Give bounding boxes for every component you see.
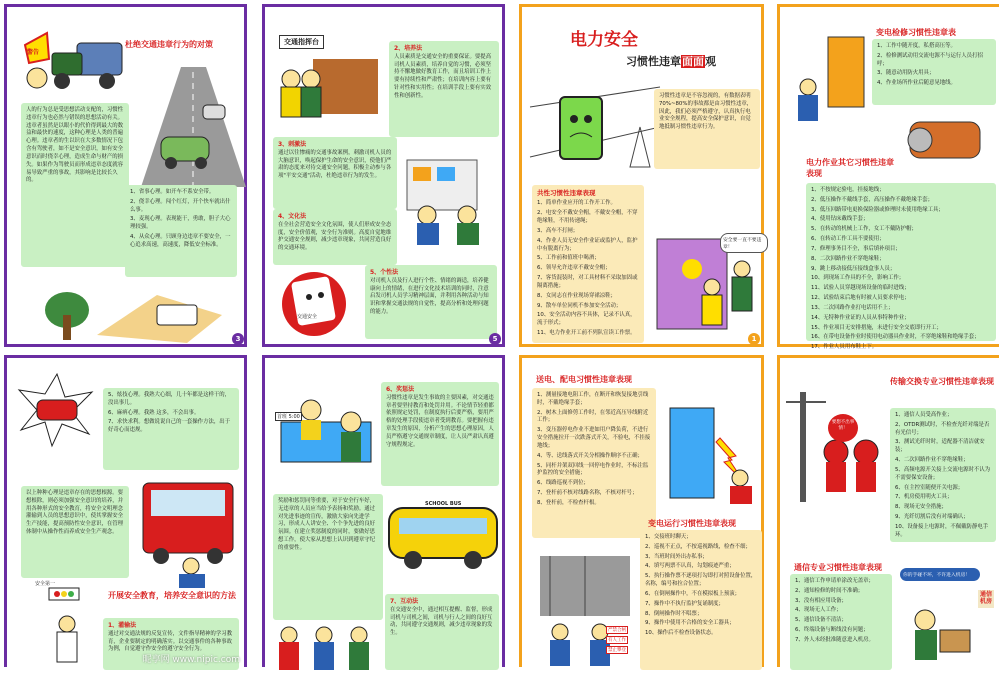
mentality-item: 5、炫技心理。我熟大心细，几十年都是这样干的，没出事儿。 [108, 392, 231, 406]
maintenance-item: 4、作业场所作业后随意晃地线。 [877, 80, 956, 87]
other-item: 7、修理事务目不全，事后填补项目； [811, 245, 901, 252]
telecom-item: 6、终端设备与断线没有问题； [795, 627, 869, 634]
telecom-title: 通信专业习惯性违章表现 [794, 563, 882, 572]
car-road-illustration [131, 67, 246, 187]
other-item: 13、二次回路作业打电话用不上； [811, 304, 894, 311]
safety-first-sign: 安全第一 [35, 581, 56, 587]
workers-group-illustration [269, 620, 379, 670]
substation-item: 6、在倒闸操作中，不在模拟板上预演； [645, 590, 741, 597]
transmission-item: 6、线路巡视不到位； [537, 480, 589, 487]
substation-box [640, 530, 762, 670]
maintenance-item: 1、工作中随开度，私搭高压等。 [877, 43, 956, 49]
reward-title: 6、奖惩法 [386, 386, 415, 393]
warning-label-2: 有人工作 [608, 638, 626, 643]
section-3-text: 通过以往惨痛的交通事故案例，刺激司机人员的大脑意识，唤起保护生命的安全意识，使他们严肃的态度来对待交通安全问题，积极主动参与各项"平安交通"活动，杜绝违章行为的发生。 [278, 149, 392, 180]
transmission-item: 1、测量接地电阻工作，在断开和恢复接地引线时，不戴绝缘手套； [537, 392, 649, 406]
other-item: 10、到现场工作具的不全，影响工作； [811, 275, 905, 282]
traffic-police-illustration [273, 49, 383, 129]
substation-item: 1、交接班时聊天； [645, 534, 692, 540]
common-section-title: 共性习惯性违章表现 [537, 189, 596, 197]
point-4: 4、从众心理。只顾身边违章不要安全，一心追求高速，高速度，降低安全标准。 [130, 234, 231, 248]
violation-item: 9、散车单位同机不参加安全活动； [537, 302, 622, 309]
cover-title: 电力安全 [570, 30, 638, 50]
transmission-switch-title-text: 传输交换专业习惯性违章表现 [890, 377, 994, 386]
violation-item: 10、安全活动内容不具体，记录不认真，流于形式； [537, 312, 636, 327]
violation-item: 6、领导允许违章不戴安全帽； [537, 265, 611, 272]
other-item: 1、不按规定验电，挂接地线； [811, 187, 885, 193]
transmission-switch-item: 9、光纤切割后没有对端确认； [895, 514, 969, 521]
page-number: 5 [489, 333, 501, 345]
safety-sticker-illustration [279, 269, 349, 339]
section-4-title: 4、文化法 [278, 213, 307, 220]
section-5-title: 5、个性法 [370, 269, 399, 276]
point-2: 2、侥幸心理。闯个红灯，开个快车就出什么事。 [130, 198, 231, 213]
transmission-box [532, 388, 656, 538]
access-bubble: 你的手碰不坏，不许进入机房！ [900, 568, 980, 581]
section-3-title: 3、刺激法 [278, 141, 307, 148]
reward-box [381, 382, 499, 486]
telecom-item: 4、现场无人工作； [795, 607, 842, 614]
transmission-item: 7、登杆前不核对线路名称，不核对杆号； [537, 490, 638, 497]
other-item: 5、在转动的机械上工作，女工不戴防护帽； [811, 226, 917, 233]
violation-item: 4、作业人员无安全作业证或监护人，监护中有脱离行为； [537, 237, 638, 252]
server-room-illustration [900, 590, 990, 670]
bus-crash-illustration [37, 285, 227, 345]
maintenance-title: 变电检修习惯性违章表 [876, 28, 956, 37]
violation-item: 11、电力作业开工前不列队宣读工作票。 [537, 330, 636, 337]
other-title-text: 电力作业其它习惯性违章表现 [806, 158, 894, 178]
transmission-item: 3、变压器停电作业不进如用户降负荷，不进行安全措施拉开一次跌落式开关，不验电，不挂接地线； [537, 427, 651, 449]
subtitle-pre: 习惯性违章 [626, 55, 681, 68]
common-violations [532, 185, 644, 343]
substation-item: 2、巡视不正点，不按巡视路线，检查不细； [645, 543, 751, 550]
substation-item: 9、操作中使用不合格的安全工器具； [645, 620, 735, 627]
mentality-item: 6、麻痹心理。我熟 这多，不会出事。 [108, 409, 200, 416]
education-title-text: 开展安全教育，培养安全意识的方法 [108, 591, 236, 600]
telecom-item: 7、外人未经批准随意进入机房。 [795, 636, 874, 643]
intro-text: 习惯性违章是不容忽视的，有数据表明70%~80%的事故都是由习惯性违章，因此，我们必须严格遵守，认真执行电业安全规程，提高安全保护意识，自觉地抵制习惯性违章行为。 [659, 93, 753, 131]
school-bus-illustration [385, 498, 503, 578]
warning-bubble: 要想不出事情！ [828, 414, 858, 442]
bus-sign: SCHOOL BUS [425, 501, 462, 507]
section-5-box [365, 265, 497, 339]
page-1 [4, 4, 247, 347]
intro-text: 人的行为总是受思想活动支配的，习惯性违章行为也必然与错误的思想活动有关。违章者虽然是以眼小的代价得到最大的数益和最快的速度，这种心理是人类的普遍心理。违章者的生以识在大多数情况下包含有驾驶者，如不是安全意识，如有安全意识而时侥幸心理，造成生命与财产的损失。如果作为驾驶员而形成违章态度就容易导致严重的事故，其影响是比较长久的。 [26, 107, 124, 184]
subtitle-highlight: 面面 [682, 55, 704, 68]
section-2-title: 2、培养法 [394, 45, 423, 52]
subtitle-post: 观 [705, 55, 716, 68]
maintenance-item: 3、随意动用防火用具； [877, 70, 935, 77]
interaction-box [385, 594, 499, 670]
warning-label-1: 严禁合闸 [608, 628, 626, 633]
other-title [806, 157, 896, 179]
summary-box [21, 486, 129, 578]
substation-item: 3、当班时间外出办私事； [645, 553, 708, 560]
server-room-sign: 通信机房 [978, 590, 994, 608]
page-2 [262, 4, 505, 347]
violation-item: 2、电安全不戴安全帽，不戴安全帽，不穿绝缘鞋，不用传递绳； [537, 210, 638, 225]
transmission-title: 送电、配电习惯性违章表现 [536, 375, 632, 384]
other-item: 2、低压操作不戴线手套，高压操作不戴绝缘手套； [811, 196, 934, 203]
point-1: 1、省事心理。如开车不系安全带。 [130, 189, 215, 195]
page-1-title: 杜绝交通违章行为的对策 [125, 40, 213, 49]
other-item: 15、作业项目无安排措施，未进行安全交底即行开工； [811, 324, 942, 331]
speech-bubble: 安全要一直不要违章！ [720, 233, 768, 253]
violation-item: 7、客货混装时，对工具材料不采取加固或隔离措施； [537, 275, 638, 289]
traffic-header: 交通指挥台 [279, 35, 324, 49]
instill-text: 通过对交通法规的反复宣传，文件指导精神的学习教育，企业要制定的明确落实。以交通事件的各种事故为例，自觉遵守作安全的遵守安全行为。 [108, 630, 232, 653]
battery-mascot-illustration [530, 67, 660, 187]
page-4 [777, 4, 999, 351]
point-3: 3、麦现心理。表现能干，勇敢，胆子大心理较强。 [130, 216, 231, 231]
instill-title: 1、灌输法 [108, 622, 137, 629]
page-3 [519, 4, 764, 347]
transmission-switch-box [890, 408, 996, 542]
warning-label-3: 禁止攀登 [608, 648, 626, 653]
car-crash-illustration [17, 372, 97, 447]
other-item: 3、低压回路带电更换保险器或修理时未使用绝缘工具； [811, 206, 944, 213]
section-3-box [273, 137, 397, 209]
mentality-item: 7、求快求利。想做说说自己的一套操作方法，出于好奇心而违规。 [108, 419, 231, 434]
other-item: 11、试验人员穿越现场设备的临时进线； [811, 285, 910, 292]
education-title [107, 590, 237, 601]
office-illustration [271, 372, 381, 482]
other-item: 16、在带电设备作业时使用电动器具作业时，不穿绝缘鞋和绝缘手套； [811, 334, 980, 341]
page-1-points [125, 185, 237, 277]
maintenance-box [872, 39, 996, 105]
cover-intro [654, 89, 760, 169]
telecom-item: 3、没有相应用设备； [795, 597, 847, 604]
warning-sign: 警告 [27, 49, 40, 56]
section-4-box [273, 209, 397, 265]
page-5 [4, 355, 247, 667]
telecom-item: 5、通信设备不清洁； [795, 617, 847, 624]
violation-item: 3、高车不打闸； [537, 227, 579, 234]
substation-illustration [530, 546, 640, 676]
clock-label: 首班 5:00 [277, 414, 300, 420]
turbine-illustration [900, 107, 990, 167]
transmission-item: 5、同杆并架双回线一回停电作业时，不标注监护监控的安全措施； [537, 462, 649, 477]
transmission-switch-item: 7、机房使用明火工具； [895, 494, 953, 501]
maintenance-item: 2、检修测试动用交流电源不与运行人员打招呼； [877, 52, 983, 67]
transmission-switch-item: 10、设备接上电源时，不佩戴防静电手环。 [895, 523, 989, 538]
substation-item: 10、操作后不检查设备状态。 [645, 630, 717, 637]
violation-item: 1、简单作业应开的工作开工作。 [537, 200, 616, 207]
summary-text: 以上种种心理是违章存在的思想根源。要想根除，则必须加强安全意识的培养，并用各种形式的安全教育，将安全文明理念灌输到人员的思想意识中，使其掌握安全生产技能，提高预防性安全意识，在管理体制中从操作性而养成安全生产观念。 [26, 490, 124, 536]
substation-item: 4、填写两票不认真，勾划痕迹严重； [645, 563, 735, 570]
transmission-item: 2、树木上面修剪工作时，在邻近高压导线附近工作； [537, 409, 649, 424]
other-item: 17、作业人员用布鞋上下。 [811, 344, 878, 351]
transmission-switch-item: 3、测试光纤时时，适配器不清洁就安装； [895, 439, 985, 454]
section-2-text: 人员素质是交通安全的重要保证。要提高司机人员素质，培养自觉的习惯，必须坚持不懈地做好教育工作，而且培训工作上要有持续性和严肃性；在培训内容上要有针对性和实用性；在培训手段上要有实效性和创新性。 [394, 53, 492, 99]
incentive-text: 奖励和惩罚同等重要，对于安全行车好，无违章的人员应当给予表扬和奖励。通过对先进事迹的宣传，激励大家向先进学习，形成人人讲安全、个个争先进的良好氛围。在建立奖惩制度的同时，要做好思想工作，使大家从思想上认识到遵章守纪的重要性。 [278, 498, 376, 551]
image-watermark: 昵享网 www.nipic.com [142, 655, 240, 665]
officer-board-illustration [397, 155, 497, 245]
substation-item: 5、执行操作票不逐项打勾即打对照设备位置，名称，编号和拉合位置； [645, 573, 757, 588]
transmission-switch-item: 5、高频电源开关接上交流电源时不认为不需要保安设备； [895, 466, 991, 481]
violation-item: 5、工作前和值班中喝酒； [537, 255, 600, 262]
transmission-item: 8、登杆前，不检查杆根。 [537, 499, 600, 506]
reward-punish-text: 习惯性违章是发生事故的主要因素，对交通违章者要坚持教育和处罚并用。不论情节轻重都依照规定处罚，在制度执行后要严格，要用严格的处理手段使违章者受到教育。要把握有违章发生的原因，分析产生的思想心理原因，人员严格遵守交通规章制度，让人员严肃认真遵守规程规定。 [386, 394, 494, 448]
page-7 [519, 355, 764, 667]
other-item: 4、使用钻床戴线手套； [811, 216, 869, 223]
truck-illustration [17, 23, 127, 98]
substation-item: 7、操作中不执行监护复诵制度； [645, 600, 724, 607]
substation-workers-illustration [788, 27, 868, 127]
telecom-item: 1、通信工作申请单涂改无盖章； [795, 578, 874, 584]
other-item: 14、无特种作业证的人员从事特种作业； [811, 314, 910, 321]
telecom-box [790, 574, 892, 670]
other-item: 12、试验结束后地有时被人员要求停电； [811, 295, 910, 302]
red-bus-illustration [133, 478, 243, 588]
interaction-text: 在交通安全中，通过相互提醒、监督，形成司机与司机之间，司机与行人之间的良好互动，共同遵守交通规则，减少违章现象的发生。 [390, 606, 493, 637]
violation-item: 8、女同志在作业现场穿裙凉鞋； [537, 292, 616, 299]
other-item: 8、二次回路作业不穿绝缘鞋； [811, 255, 885, 262]
page-number: 1 [748, 333, 760, 345]
interaction-title: 7、互动法 [390, 598, 419, 605]
page-6 [262, 355, 505, 667]
other-box [806, 183, 996, 351]
electric-cabinet-illustration [660, 398, 760, 508]
substation-item: 8、倒闸操作时不唱票； [645, 610, 703, 617]
section-4-text: 在全社会营造安全文化氛围，使人们形成安全态度，安全价值观，安全行为准则。高度自觉地维护交通安全规则，减少违章现象，共同营造良好的交通环境。 [278, 221, 392, 252]
page-8 [777, 355, 999, 667]
transmission-switch-item: 4、二次回路作业不穿绝缘鞋； [895, 457, 969, 464]
telecom-item: 2、通知检修的时间不准确； [795, 587, 864, 594]
sticker-label: 交通安全 [297, 314, 318, 320]
page-1-intro [21, 103, 129, 267]
transmission-switch-item: 6、在主控室随便开关电源； [895, 484, 964, 491]
section-5-text: 对司机人员及行人进行个性、情绪的调适，培养健康向上的情绪，在进行文化技术培训的同时，注意启发司机人员学习精神层面，并利用各种活动与知识和掌握交通法规的自觉性，提高分析和处理问题的能力。 [370, 277, 489, 315]
traffic-light-illustration [27, 584, 97, 664]
transmission-switch-item: 2、OTDR测试时，不检查光纤对端是否有光信号； [895, 421, 990, 436]
transmission-item: 4、等、送线落式开关分相操作顺序不正确； [537, 452, 643, 459]
other-item: 9、跳上移动接低压接线盒事人员； [811, 265, 896, 272]
transmission-switch-item: 8、现场无安全措施； [895, 504, 947, 511]
substation-title: 变电运行习惯性违章表现 [648, 519, 736, 528]
mentality-box [103, 388, 239, 470]
transmission-switch-item: 1、通信人员受高作业； [895, 412, 953, 418]
pole-workers-illustration [786, 382, 886, 512]
section-2-box [389, 41, 499, 137]
incentive-box [273, 494, 383, 620]
other-item: 6、在转动工作工具不要使用； [811, 236, 885, 243]
transmission-switch-title [890, 376, 1000, 387]
page-number: 3 [232, 333, 244, 345]
